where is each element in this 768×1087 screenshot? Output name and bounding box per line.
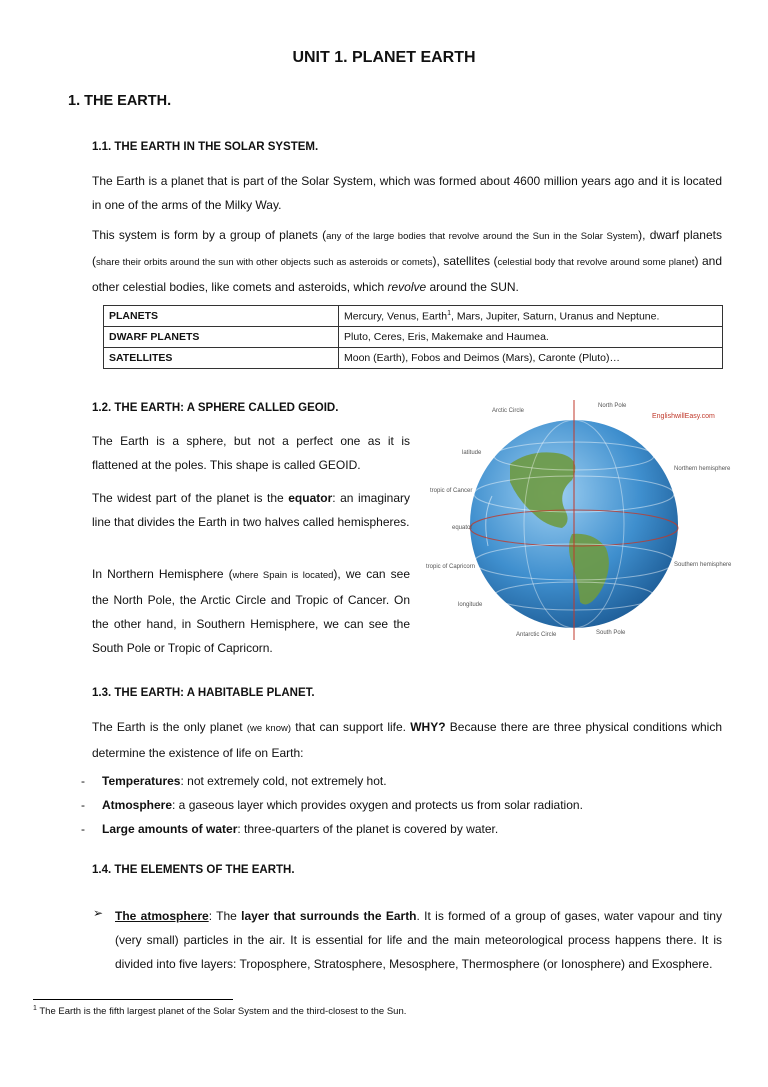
label-south-pole: South Pole — [596, 630, 626, 636]
paragraph-equator — [92, 486, 410, 534]
table-key: PLANETS — [104, 306, 339, 327]
text: : an imaginary line that divides the Earth in two halves called hemispheres. — [92, 491, 411, 529]
label-tropic-cancer: tropic of Cancer — [430, 488, 473, 494]
label-northern-hemisphere: Northern hemisphere — [674, 466, 731, 472]
list-dash: - — [81, 798, 85, 812]
label-tropic-capricorn: tropic of Capricorn — [426, 564, 476, 570]
heading-elements: 1.4. THE ELEMENTS OF THE EARTH. — [92, 864, 295, 876]
text: that can support life. — [291, 720, 411, 734]
text: In Northern Hemisphere ( — [92, 567, 233, 581]
label-equator: equator — [452, 525, 473, 531]
text: The Earth is the only planet — [92, 720, 247, 734]
table-key: SATELLITES — [104, 348, 339, 369]
footnote-ref: 1 — [447, 309, 452, 317]
arrow-bullet-icon: ➢ — [93, 906, 104, 920]
section-heading-earth: 1. THE EARTH. — [68, 93, 172, 109]
text: The atmosphere — [115, 909, 209, 923]
text: Large amounts of water — [102, 822, 238, 836]
table-value — [339, 348, 723, 369]
label-north-pole: North Pole — [598, 403, 627, 409]
text: share their orbits around the sun with other objects such as asteroids or comets — [96, 257, 433, 268]
heading-solar-system: 1.1. THE EARTH IN THE SOLAR SYSTEM. — [92, 141, 319, 153]
text: . It is formed of a group of gases, water vapour and tiny (very small) particles in the air. It is essential for life and the main meteorological process happens there. It is divided into five layers: Troposphere, Stratosphere, Mesosphere, Thermosphere (or Ionosphere) and Exosphere. — [115, 909, 722, 971]
text: Mercury, Venus, Earth — [344, 310, 448, 323]
text: This system is form by a group of planets ( — [92, 228, 327, 242]
paragraph-hemispheres — [92, 562, 410, 660]
text: : a gaseous layer which provides oxygen and protects us from solar radiation. — [172, 798, 583, 812]
label-longitude: longitude — [458, 602, 483, 608]
list-dash: - — [81, 774, 85, 788]
text: (we know) — [246, 723, 291, 734]
text: where Spain is located — [232, 570, 334, 581]
text: Moon (Earth), Fobos and Deimos (Mars), Caronte (Pluto)… — [344, 352, 621, 364]
text: Pluto, Ceres, Eris, Makemake and Haumea. — [344, 331, 549, 343]
footnote — [33, 1005, 406, 1017]
label-latitude: latitude — [462, 450, 482, 456]
celestial-bodies-table — [103, 305, 723, 369]
paragraph-atmosphere — [115, 904, 722, 976]
text: : not extremely cold, not extremely hot. — [180, 774, 387, 788]
text: ), we can see the North Pole, the Arctic Circle and Tropic of Cancer. On the other hand, in Southern Hemisphere, we can see the South Pole or Tropic of Capricorn. — [92, 567, 411, 655]
table-row — [104, 348, 723, 369]
globe-illustration — [422, 396, 732, 644]
text: ) and other celestial bodies, like comets and asteroids, which — [92, 254, 722, 294]
paragraph-habitable — [92, 715, 722, 765]
page-title: UNIT 1. PLANET EARTH — [292, 49, 476, 66]
text: : three-quarters of the planet is covered by water. — [237, 822, 499, 836]
paragraph-system-members — [92, 223, 722, 299]
site-watermark: EnglishwillEasy.com — [652, 413, 715, 420]
text: Atmosphere — [102, 798, 173, 812]
footnote-separator — [33, 999, 233, 1000]
text: : The — [208, 909, 242, 923]
heading-habitable: 1.3. THE EARTH: A HABITABLE PLANET. — [92, 687, 315, 699]
table-key: DWARF PLANETS — [104, 327, 339, 348]
table-row — [104, 306, 723, 327]
text: any of the large bodies that revolve around the Sun in the Solar System — [326, 231, 639, 242]
text: layer that surrounds the Earth — [241, 909, 417, 923]
label-antarctic-circle: Antarctic Circle — [516, 632, 557, 638]
text: WHY? — [410, 720, 446, 734]
text: The widest part of the planet is the — [92, 491, 289, 505]
text: Because there are three physical conditions which determine the existence of life on Earth: — [92, 720, 723, 760]
paragraph-solar-system: The Earth is a planet that is part of the Solar System, which was formed about 4600 million years ago and it is located in one of the arms of the Milky Way. — [92, 174, 722, 212]
text: Temperatures — [102, 774, 181, 788]
text: , Mars, Jupiter, Saturn, Uranus and Neptune. — [451, 310, 660, 323]
paragraph-geoid: The Earth is a sphere, but not a perfect one as it is flattened at the poles. This shape is called GEOID. — [92, 434, 410, 472]
footnote-number: 1 — [33, 1005, 37, 1012]
text: ), satellites ( — [432, 254, 498, 268]
table-row — [104, 327, 723, 348]
list-dash: - — [81, 822, 85, 836]
label-southern-hemisphere: Southern hemisphere — [674, 562, 732, 568]
heading-geoid: 1.2. THE EARTH: A SPHERE CALLED GEOID. — [92, 402, 339, 414]
footnote-text: The Earth is the fifth largest planet of the Solar System and the third-closest to the Sun. — [36, 1006, 407, 1018]
text: ), dwarf planets ( — [92, 228, 722, 268]
text: equator — [288, 491, 333, 505]
text: celestial body that revolve around some planet — [497, 257, 695, 268]
text: revolve — [387, 280, 427, 294]
text: around the SUN. — [426, 280, 519, 294]
label-arctic-circle: Arctic Circle — [492, 408, 525, 414]
table-value — [339, 327, 723, 348]
table-value — [339, 306, 723, 327]
